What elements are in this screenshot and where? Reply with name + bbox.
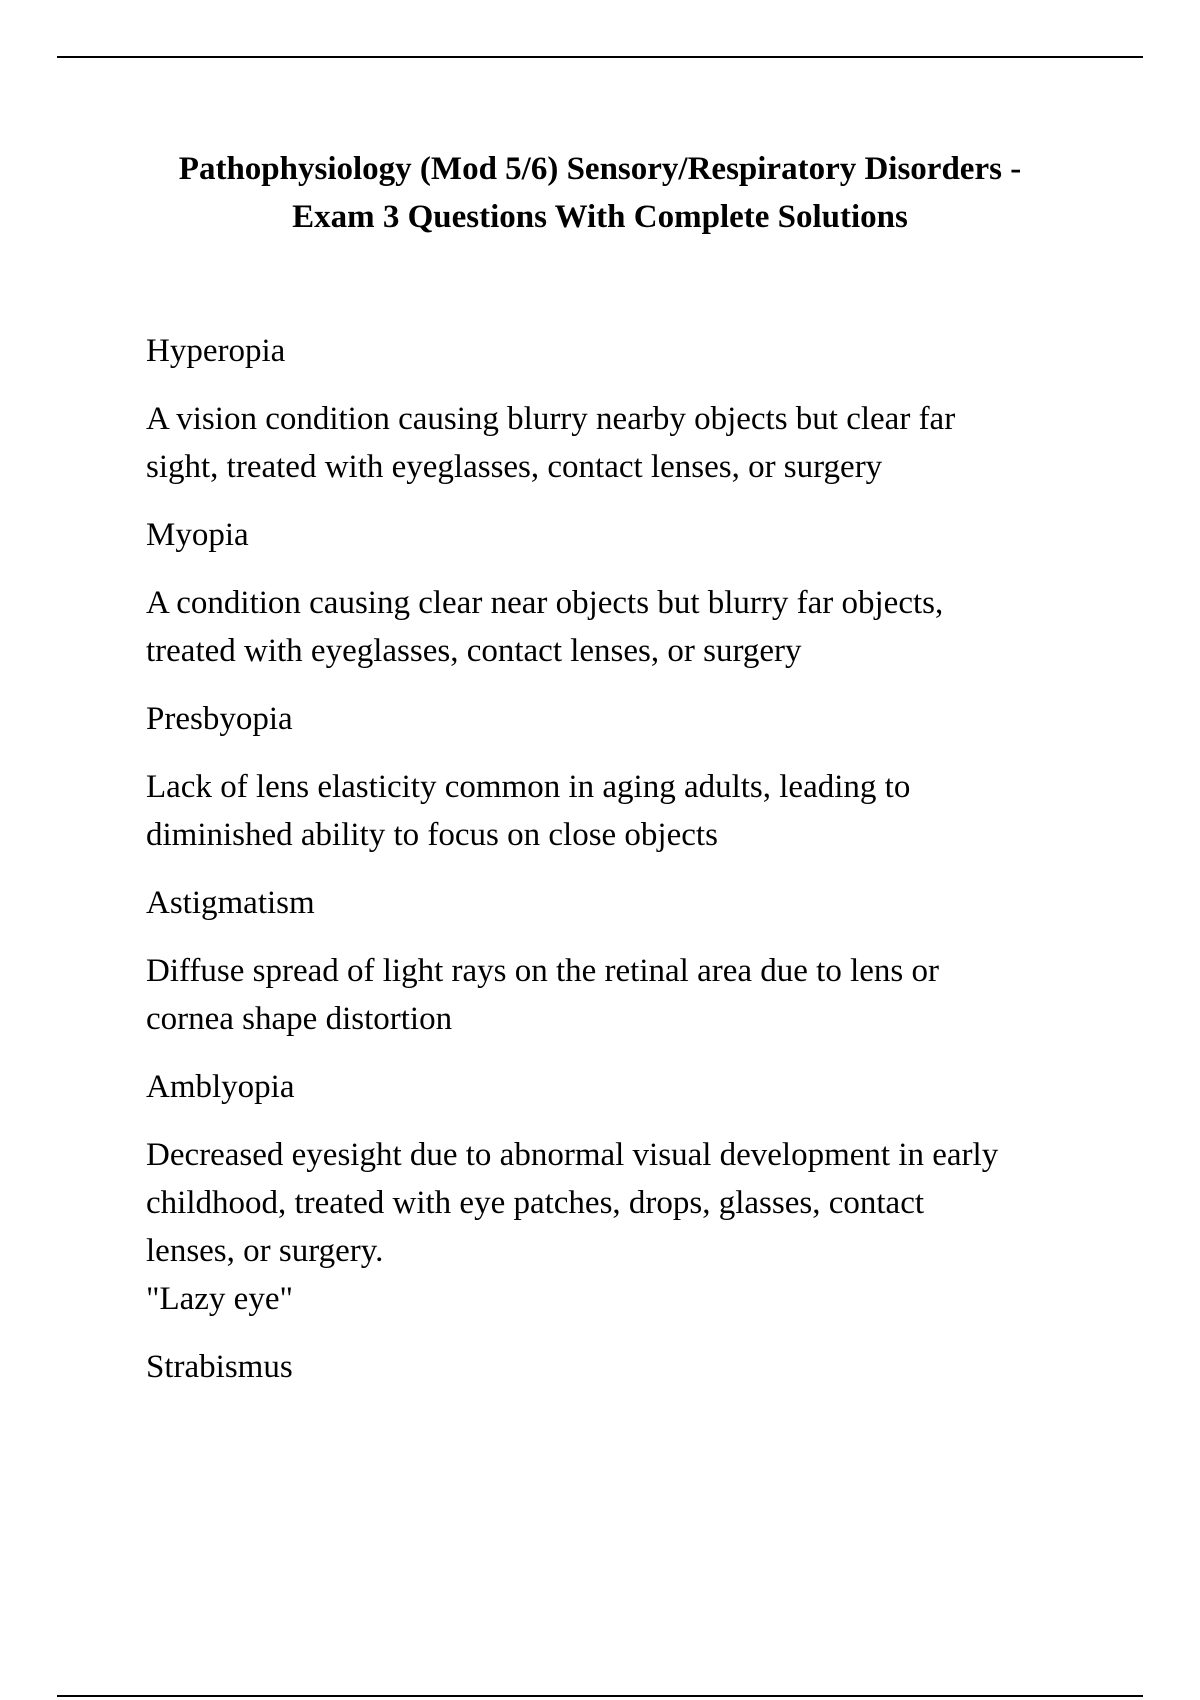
footer-rule [57,1695,1143,1697]
term-amblyopia: Amblyopia [146,1069,295,1105]
document-title [120,145,1080,241]
definition-line: sight, treated with eyeglasses, contact lenses, or surgery [146,449,883,485]
term-hyperopia: Hyperopia [146,333,286,369]
title-line: Pathophysiology (Mod 5/6) Sensory/Respiratory Disorders - [178,151,1022,187]
definition-line: Diffuse spread of light rays on the retinal area due to lens or [146,953,939,989]
definition-presbyopia [146,763,1116,859]
definition-hyperopia [146,395,1116,491]
definition-line: cornea shape distortion [146,1001,453,1037]
definition-line: Decreased eyesight due to abnormal visual development in early [146,1137,999,1173]
term-strabismus: Strabismus [146,1349,293,1385]
definition-amblyopia [146,1131,1116,1323]
definition-line: "Lazy eye" [146,1281,293,1317]
definition-line: childhood, treated with eye patches, drops, glasses, contact [146,1185,925,1221]
definition-line: Lack of lens elasticity common in aging adults, leading to [146,769,911,805]
definition-line: A condition causing clear near objects but blurry far objects, [146,585,944,621]
definition-astigmatism [146,947,1116,1043]
term-astigmatism: Astigmatism [146,885,315,921]
definition-line: treated with eyeglasses, contact lenses, or surgery [146,633,802,669]
term-presbyopia: Presbyopia [146,701,293,737]
definition-line: diminished ability to focus on close objects [146,817,718,853]
definition-line: lenses, or surgery. [146,1233,384,1269]
definition-myopia [146,579,1116,675]
term-myopia: Myopia [146,517,249,553]
document-body [146,327,1116,1411]
definition-line: A vision condition causing blurry nearby objects but clear far [146,401,956,437]
header-rule [57,56,1143,58]
title-line: Exam 3 Questions With Complete Solutions [292,199,908,235]
